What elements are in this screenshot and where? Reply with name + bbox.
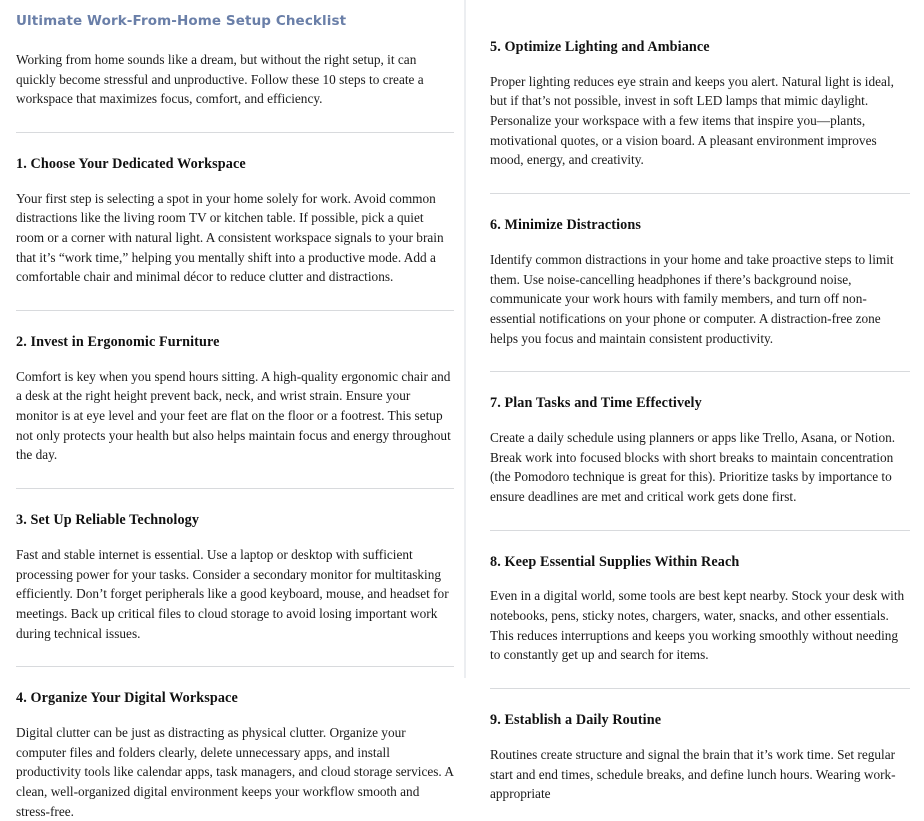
- section-divider: [490, 688, 910, 689]
- section-8: [490, 554, 910, 665]
- section-body: Fast and stable internet is essential. Use a laptop or desktop with sufficient processing power for your tasks. Consider a secondary monitor for multitasking efficiently. Don’t forget peripherals like a good keyboard, mouse, and headset for meetings. Back up critical files to cloud storage to avoid losing important work during technical issues.: [16, 546, 449, 641]
- intro-paragraph: Working from home sounds like a dream, but without the right setup, it can quickly become stressful and unproductive. Follow these 10 steps to create a workspace that maximizes focus, comfort, and efficiency.: [16, 51, 424, 107]
- section-9: [490, 712, 910, 804]
- section-heading: 7. Plan Tasks and Time Effectively: [490, 395, 702, 412]
- section-heading: 1. Choose Your Dedicated Workspace: [16, 155, 246, 172]
- section-4: [16, 690, 454, 821]
- section-body: Comfort is key when you spend hours sitting. A high-quality ergonomic chair and a desk at the right height prevent back, neck, and wrist strain. Ensure your monitor is at eye level and your feet are flat on the floor or a footrest. This setup not only protects your health but also helps maintain focus and energy throughout the day.: [16, 368, 451, 463]
- section-body: Routines create structure and signal the brain that it’s work time. Set regular start and end times, schedule breaks, and define lunch hours. Wearing work-appropriate: [490, 746, 896, 802]
- section-divider: [490, 371, 910, 372]
- section-divider: [16, 488, 454, 489]
- section-body: Your first step is selecting a spot in your home solely for work. Avoid common distractions like the living room TV or kitchen table. If possible, pick a quiet room or a corner with natural light. A consistent workspace signals to your brain that it’s “work time,” helping you mentally shift into a productive mode. Add a comfortable chair and minimal décor to reduce clutter and distractions.: [16, 190, 444, 285]
- section-divider: [490, 193, 910, 194]
- section-body: Even in a digital world, some tools are best kept nearby. Stock your desk with notebooks, pens, sticky notes, chargers, water, snacks, and other essentials. This reduces interruptions and keeps you working smoothly without needing to constantly get up and search for items.: [490, 588, 905, 663]
- page-title: Ultimate Work-From-Home Setup Checklist: [16, 13, 347, 29]
- section-divider: [490, 530, 910, 531]
- section-heading: 2. Invest in Ergonomic Furniture: [16, 334, 220, 350]
- section-divider: [16, 310, 454, 311]
- section-heading: 9. Establish a Daily Routine: [490, 712, 662, 729]
- section-body: Proper lighting reduces eye strain and keeps you alert. Natural light is ideal, but if that’s not possible, invest in soft LED lamps that mimic daylight. Personalize your workspace with a few items that inspire you—plants, motivational quotes, or a vision board. A pleasant environment improves mood, energy, and creativity.: [490, 73, 894, 168]
- section-2: [16, 334, 454, 465]
- section-3: [16, 512, 454, 643]
- section-heading: 6. Minimize Distractions: [490, 217, 641, 234]
- right-column: [464, 0, 924, 804]
- section-heading: 8. Keep Essential Supplies Within Reach: [490, 553, 740, 570]
- section-heading: 4. Organize Your Digital Workspace: [16, 690, 238, 707]
- section-1: [16, 156, 454, 287]
- section-7: [490, 395, 910, 506]
- section-5: [490, 39, 910, 170]
- section-6: [490, 217, 910, 348]
- section-body: Identify common distractions in your home and take proactive steps to limit them. Use noise-cancelling headphones if there’s background noise, communicate your work hours with family members, and turn off non-essential notifications on your phone or computer. A distraction-free zone helps you focus and maintain consistent productivity.: [490, 251, 894, 346]
- section-divider: [16, 666, 454, 667]
- section-heading: 3. Set Up Reliable Technology: [16, 512, 200, 529]
- section-body: Digital clutter can be just as distracting as physical clutter. Organize your computer files and folders clearly, delete unnecessary apps, and install productivity tools like calendar apps, task managers, and cloud storage services. A clean, well-organized digital environment keeps your workflow smooth and stress-free.: [16, 724, 454, 819]
- section-heading: 5. Optimize Lighting and Ambiance: [490, 39, 710, 55]
- column-divider: [464, 0, 466, 678]
- section-divider: [16, 132, 454, 133]
- section-body: Create a daily schedule using planners or apps like Trello, Asana, or Notion. Break work into focused blocks with short breaks to maintain concentration (the Pomodoro technique is great for this). Prioritize tasks by importance to ensure deadlines are met and critical work gets done first.: [490, 429, 896, 504]
